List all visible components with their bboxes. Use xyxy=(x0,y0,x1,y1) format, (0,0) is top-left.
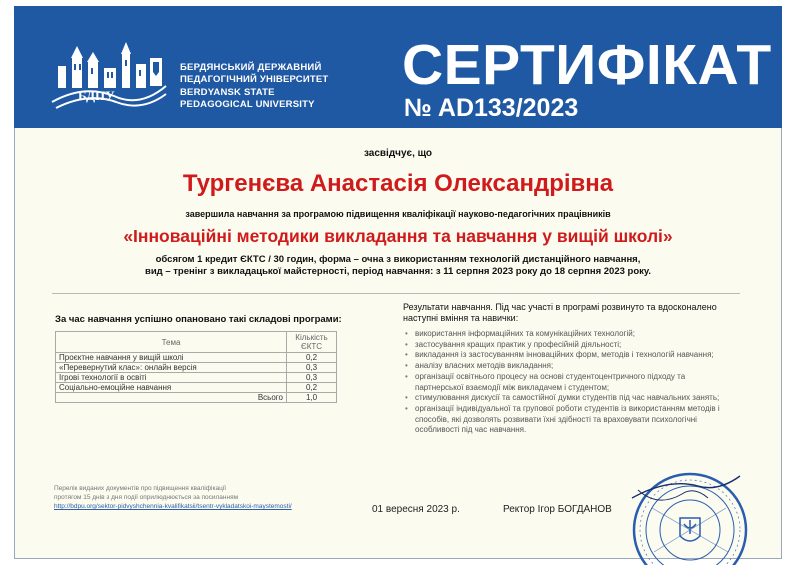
module-topic: Ігрові технології в освіті xyxy=(56,373,287,383)
modules-title: За час навчання успішно опановано такі складові програми: xyxy=(55,314,342,325)
list-item: • викладання із застосуванням інноваційних форм, методів і технологій навчання; xyxy=(403,350,733,361)
certificate-title: СЕРТИФІКАТ xyxy=(402,33,772,97)
module-credits: 0,3 xyxy=(287,373,337,383)
issue-date: 01 вересня 2023 р. xyxy=(372,504,460,515)
modules-table xyxy=(55,331,337,403)
university-name-line: PEDAGOGICAL UNIVERSITY xyxy=(180,98,315,110)
module-topic: Проєктне навчання у вищій школі xyxy=(56,353,287,363)
register-line: протягом 15 днів з дня події оприлюднюється за посиланням xyxy=(54,494,239,501)
program-title: «Інноваційні методики викладання та навчання у вищій школі» xyxy=(123,226,673,246)
table-total-row xyxy=(56,393,337,403)
register-note xyxy=(54,484,292,511)
table-row xyxy=(56,353,337,363)
column-header-topic: Тема xyxy=(56,332,287,353)
module-topic: Соціально-емоційне навчання xyxy=(56,383,287,393)
list-item: • стимулювання дискусії та самостійної думки студентів під час навчальних занять; xyxy=(403,393,733,404)
university-name xyxy=(180,62,328,111)
section-divider xyxy=(52,293,740,294)
university-name-line: БЕРДЯНСЬКИЙ ДЕРЖАВНИЙ xyxy=(180,62,322,73)
module-credits: 0,2 xyxy=(287,353,337,363)
certificate-number: № AD133/2023 xyxy=(404,94,579,122)
module-credits: 0,2 xyxy=(287,383,337,393)
certifies-text: засвідчує, що xyxy=(363,148,433,159)
details-line: вид – тренінг з викладацької майстерності, період навчання: з 11 серпня 2023 року до 18 серпня 2023 року. xyxy=(144,266,651,277)
register-line: Перелік виданих документів про підвищення кваліфікації xyxy=(54,485,227,492)
university-name-line: ПЕДАГОГІЧНИЙ УНІВЕРСИТЕТ xyxy=(180,74,329,86)
official-seal-icon xyxy=(628,468,748,565)
list-item: • організації індивідуальної та групової роботи студентів із використанням методів і способів, які дозволять розвивати їхні здібності та враховувати психологічні особливості під час навчання. xyxy=(403,404,733,436)
list-item: • організації освітнього процесу на основі студентоцентричного підходу та партнерської взаємодії між викладачем і студентом; xyxy=(403,372,733,393)
module-credits: 0,3 xyxy=(287,363,337,373)
column-header-credits: Кількість ЄКТС xyxy=(287,332,337,353)
results-title: Результати навчання. Під час участі в програмі розвинуто та вдосконалено наступні вміння та навички: xyxy=(403,302,717,323)
results-list xyxy=(403,329,733,436)
program-details xyxy=(14,254,782,278)
list-item: • застосування кращих практик у професійній діяльності; xyxy=(403,340,733,351)
university-name-line: BERDYANSK STATE xyxy=(180,86,275,98)
register-link[interactable]: http://bdpu.org/sektor-pidvyshchennia-kvalifikatsii/tsentr-vykladatskoi-maystemosti/ xyxy=(54,503,292,510)
rector-signature-label: Ректор Ігор БОГДАНОВ xyxy=(503,504,612,515)
total-value: 1,0 xyxy=(287,393,337,403)
logo-text: БДПУ xyxy=(78,88,115,103)
list-item: • використання інформаційних та комунікаційних технологій; xyxy=(403,329,733,340)
university-logo-icon xyxy=(44,40,174,110)
details-line: обсягом 1 кредит ЄКТС / 30 годин, форма – очна з використанням технологій дистанційного навчання, xyxy=(155,254,641,265)
certificate-header xyxy=(14,6,782,128)
completed-text: завершила навчання за програмою підвищення кваліфікації науково-педагогічних працівників xyxy=(185,209,611,219)
recipient-name: Тургенєва Анастасія Олександрівна xyxy=(182,170,614,197)
table-header-row xyxy=(56,332,337,353)
total-label: Всього xyxy=(56,393,287,403)
list-item: • аналізу власних методів викладання; xyxy=(403,361,733,372)
table-row xyxy=(56,363,337,373)
table-row xyxy=(56,373,337,383)
table-row xyxy=(56,383,337,393)
module-topic: «Перевернутий клас»: онлайн версія xyxy=(56,363,287,373)
